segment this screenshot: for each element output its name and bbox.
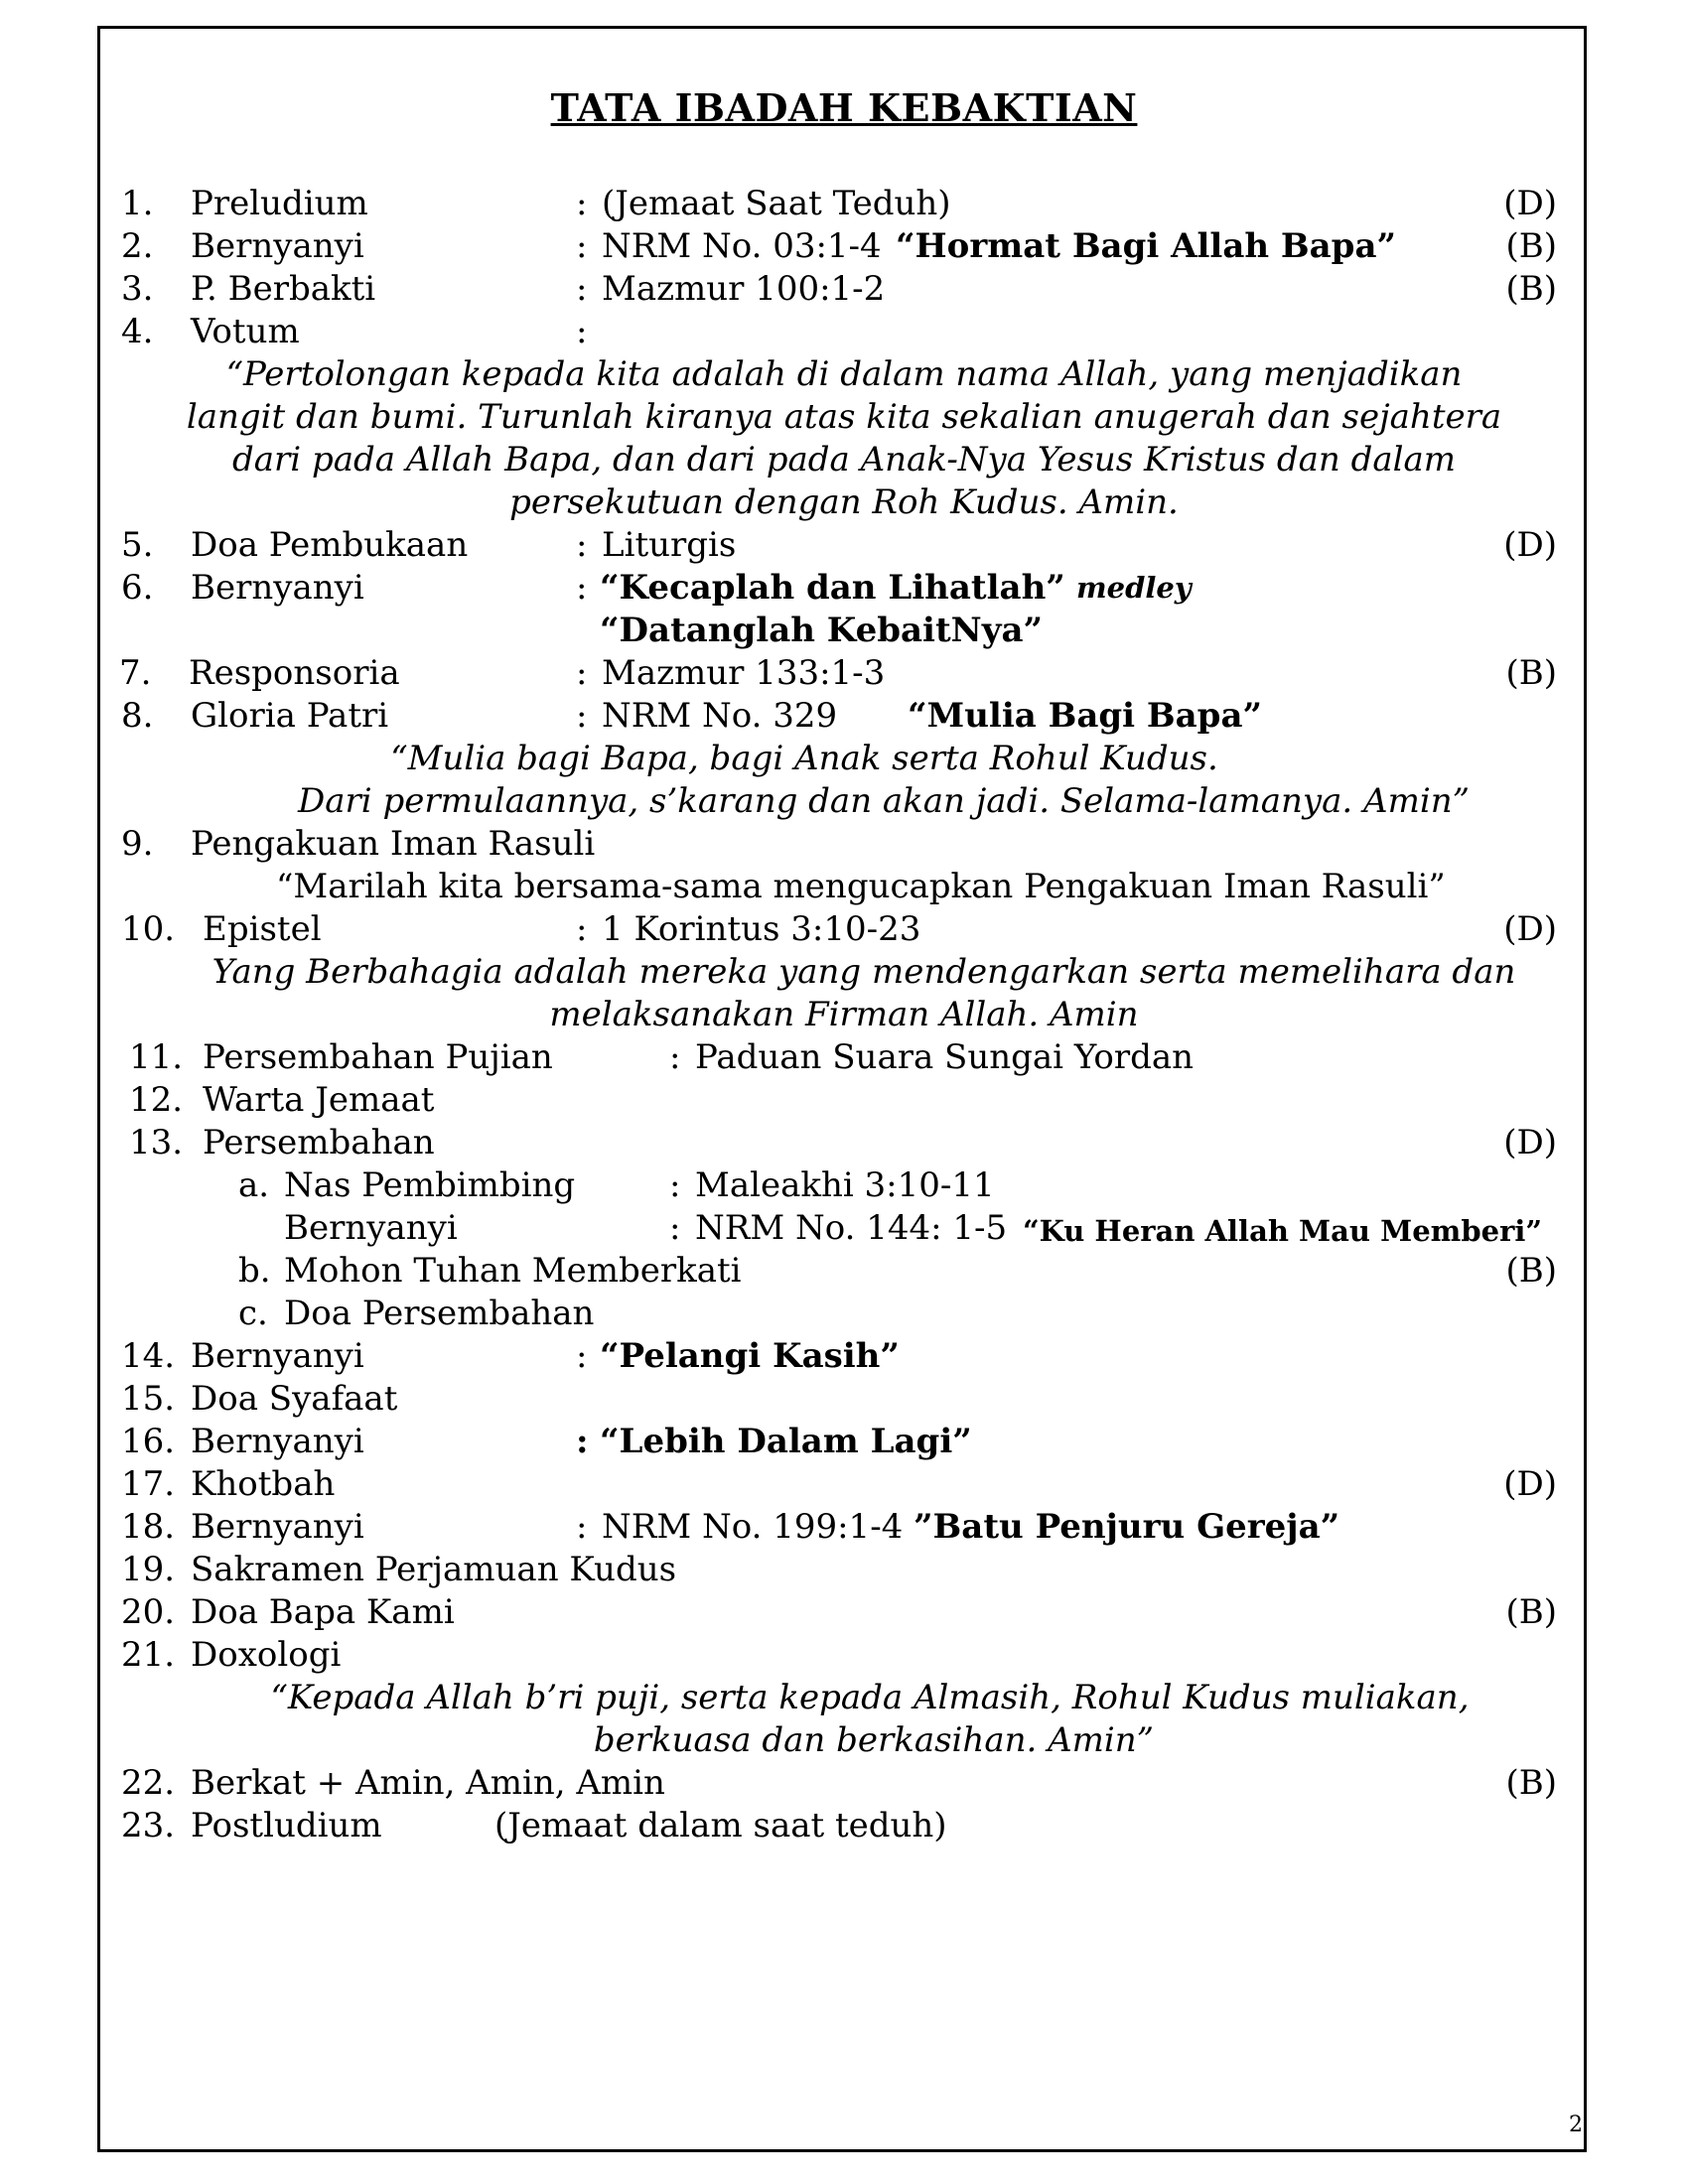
song-title: “Hormat Bagi Allah Bapa” (896, 226, 1397, 266)
item-separator: : (669, 1208, 681, 1248)
list-item (0, 1463, 1688, 1506)
list-item (0, 1805, 1688, 1847)
item-value: Mazmur 133:1-3 (602, 653, 886, 693)
item-number: 6. (121, 568, 154, 608)
item-label: Bernyanyi (191, 1336, 364, 1376)
sub-item-label: Nas Pembimbing (284, 1165, 576, 1205)
list-item (0, 1634, 1688, 1677)
item-label: Gloria Patri (191, 696, 389, 736)
song-title: “Mulia Bagi Bapa” (908, 696, 1263, 736)
item-label: Pengakuan Iman Rasuli (191, 824, 596, 864)
item-number: 21. (121, 1635, 176, 1675)
item-label: Votum (191, 312, 300, 351)
item-number: 14. (121, 1336, 176, 1376)
list-item-continuation (0, 610, 1688, 652)
role-mark: (D) (1503, 909, 1557, 949)
item-number: 4. (121, 312, 154, 351)
item-separator: : (576, 568, 588, 608)
item-separator: : (576, 226, 588, 266)
item-number: 5. (121, 525, 154, 565)
song-title: “Lebih Dalam Lagi” (600, 1422, 972, 1461)
list-item (0, 1378, 1688, 1421)
votum-text-line: langit dan bumi. Turunlah kiranya atas kita sekalian anugerah dan sejahtera (186, 397, 1502, 437)
song-title: “Ku Heran Allah Mau Memberi” (1023, 1214, 1543, 1248)
song-title: “Kecaplah dan Lihatlah” (600, 568, 1065, 608)
item-label: Persembahan Pujian (203, 1037, 553, 1077)
role-mark: (D) (1503, 1123, 1557, 1162)
list-item (0, 1036, 1688, 1079)
item-number: 1. (121, 184, 154, 223)
role-mark: (B) (1505, 269, 1557, 309)
item-label: Bernyanyi (191, 1422, 364, 1461)
item-label: Doa Syafaat (191, 1379, 398, 1419)
sub-item-letter: c. (238, 1294, 268, 1333)
sub-item-label: Doa Persembahan (284, 1294, 595, 1333)
role-mark: (B) (1505, 1251, 1557, 1291)
list-item (0, 567, 1688, 610)
item-value: NRM No. 03:1-4 (602, 226, 882, 266)
sub-item-letter: b. (238, 1251, 271, 1291)
item-label: Khotbah (191, 1464, 336, 1504)
item-value: Mazmur 100:1-2 (602, 269, 886, 309)
item-number: 3. (121, 269, 154, 309)
item-label: Bernyanyi (191, 226, 364, 266)
sub-item (0, 1164, 1688, 1207)
item-label: Berkat + Amin, Amin, Amin (191, 1763, 665, 1803)
list-item (0, 183, 1688, 225)
item-number: 22. (121, 1763, 176, 1803)
doxology-text-line: “Kepada Allah b’ri puji, serta kepada Almasih, Rohul Kudus muliakan, (270, 1678, 1470, 1717)
song-title: “Pelangi Kasih” (600, 1336, 900, 1376)
item-separator: : (576, 525, 588, 565)
list-item (0, 1506, 1688, 1549)
item-label: Doa Bapa Kami (191, 1592, 455, 1632)
list-item (0, 1335, 1688, 1378)
song-title: “Datanglah KebaitNya” (600, 611, 1044, 650)
item-separator: : (669, 1165, 681, 1205)
item-separator: : (576, 696, 588, 736)
votum-text-line: “Pertolongan kepada kita adalah di dalam nama Allah, yang menjadikan (225, 354, 1463, 394)
role-mark: (D) (1503, 525, 1557, 565)
list-item (0, 1421, 1688, 1463)
role-mark: (B) (1505, 653, 1557, 693)
item-number: 2. (121, 226, 154, 266)
item-value: Maleakhi 3:10-11 (695, 1165, 995, 1205)
item-label: Bernyanyi (191, 1507, 364, 1547)
gloria-text-line: “Mulia bagi Bapa, bagi Anak serta Rohul Kudus. (390, 739, 1218, 778)
list-item (0, 225, 1688, 268)
item-label: Sakramen Perjamuan Kudus (191, 1550, 677, 1589)
item-number: 19. (121, 1550, 176, 1589)
item-value: (Jemaat dalam saat teduh) (494, 1806, 947, 1845)
list-item (0, 652, 1688, 695)
item-label: Postludium (191, 1806, 382, 1845)
list-item (0, 823, 1688, 866)
role-mark: (B) (1505, 1592, 1557, 1632)
item-number: 10. (121, 909, 176, 949)
item-number: 13. (129, 1123, 184, 1162)
item-label: Doa Pembukaan (191, 525, 469, 565)
sub-item-letter: a. (238, 1165, 270, 1205)
sub-item (0, 1293, 1688, 1335)
role-mark: (D) (1503, 1464, 1557, 1504)
item-number: 23. (121, 1806, 176, 1845)
item-value: NRM No. 199:1-4 (602, 1507, 904, 1547)
item-separator: : (576, 1336, 588, 1376)
item-separator: : (576, 653, 588, 693)
item-number: 16. (121, 1422, 176, 1461)
medley-note: medley (1076, 571, 1192, 605)
item-label: Warta Jemaat (203, 1080, 435, 1120)
role-mark: (B) (1505, 226, 1557, 266)
item-number: 17. (121, 1464, 176, 1504)
list-item (0, 1079, 1688, 1122)
item-label: Persembahan (203, 1123, 435, 1162)
item-value: 1 Korintus 3:10-23 (602, 909, 921, 949)
epistel-text-line: melaksanakan Firman Allah. Amin (549, 995, 1139, 1034)
item-separator: : (576, 184, 588, 223)
sub-item (0, 1250, 1688, 1293)
item-value: (Jemaat Saat Teduh) (602, 184, 951, 223)
item-separator: : (576, 909, 588, 949)
item-number: 20. (121, 1592, 176, 1632)
role-mark: (D) (1503, 184, 1557, 223)
item-label: Doxologi (191, 1635, 342, 1675)
list-item (0, 1122, 1688, 1164)
list-item (0, 268, 1688, 311)
page-number: 2 (1569, 2113, 1583, 2137)
item-number: 8. (121, 696, 154, 736)
item-label: Responsoria (189, 653, 400, 693)
item-value: NRM No. 144: 1-5 (695, 1208, 1008, 1248)
item-number: 18. (121, 1507, 176, 1547)
role-mark: (B) (1505, 1763, 1557, 1803)
document-title: TATA IBADAH KEBAKTIAN (550, 85, 1138, 130)
list-item (0, 1591, 1688, 1634)
confession-invitation: “Marilah kita bersama-sama mengucapkan Pengakuan Iman Rasuli” (276, 867, 1446, 906)
list-item (0, 908, 1688, 951)
votum-text-line: dari pada Allah Bapa, dan dari pada Anak-Nya Yesus Kristus dan dalam (231, 440, 1457, 479)
item-value: Liturgis (602, 525, 737, 565)
list-item (0, 524, 1688, 567)
sub-item-label: Bernyanyi (284, 1208, 458, 1248)
item-value: Paduan Suara Sungai Yordan (695, 1037, 1194, 1077)
list-item (0, 1762, 1688, 1805)
item-separator: : (576, 1422, 589, 1461)
item-number: 7. (119, 653, 152, 693)
epistel-text-line: Yang Berbahagia adalah mereka yang mendengarkan serta memelihara dan (211, 952, 1516, 992)
item-number: 9. (121, 824, 154, 864)
list-item (0, 695, 1688, 738)
song-title: ”Batu Penjuru Gereja” (914, 1507, 1340, 1547)
item-label: Epistel (203, 909, 322, 949)
item-separator: : (669, 1037, 681, 1077)
sub-item-label: Mohon Tuhan Memberkati (284, 1251, 742, 1291)
item-number: 15. (121, 1379, 176, 1419)
gloria-text-line: Dari permulaannya, s’karang dan akan jadi. Selama-lamanya. Amin” (298, 781, 1470, 821)
item-label: Bernyanyi (191, 568, 364, 608)
doxology-text-line: berkuasa dan berkasihan. Amin” (593, 1720, 1155, 1760)
item-separator: : (576, 312, 588, 351)
item-number: 11. (129, 1037, 184, 1077)
list-item (0, 311, 1688, 353)
votum-text-line: persekutuan dengan Roh Kudus. Amin. (509, 482, 1179, 522)
item-number: 12. (129, 1080, 184, 1120)
list-item (0, 1549, 1688, 1591)
item-separator: : (576, 1507, 588, 1547)
sub-item (0, 1207, 1688, 1250)
item-label: Preludium (191, 184, 368, 223)
item-value: NRM No. 329 (602, 696, 838, 736)
item-label: P. Berbakti (191, 269, 376, 309)
item-separator: : (576, 269, 588, 309)
